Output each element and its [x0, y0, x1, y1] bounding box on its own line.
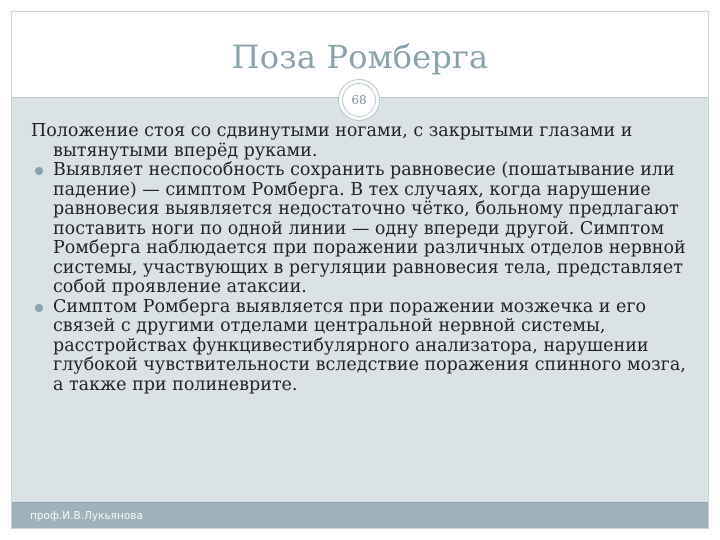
bullet-icon: [35, 167, 43, 175]
bullet-text: Выявляет неспособность сохранить равновесие (пошатывание или падение) — симптом Ромберга. В тех случаях, когда нарушение равновесия выявляется недостаточно чётко, больному предлагают поставить ноги по одной линии — одну впереди другой. Симптом Ромберга наблюдается при поражении различных отделов нервной системы, участвующих в регуляции равновесия тела, представляет собой проявление атаксии.: [53, 160, 686, 297]
slide-number-badge: [342, 83, 376, 117]
bullet-icon: [35, 304, 43, 312]
footer-author: проф.И.В.Лукьянова: [30, 510, 143, 522]
slide-title: Поза Ромберга: [231, 38, 489, 76]
bullet-item: [31, 298, 701, 396]
slide-number: 68: [351, 93, 367, 107]
slide-body: [31, 122, 701, 395]
bullet-text: Симптом Ромберга выявляется при поражении мозжечка и его связей с другими отделами центральной нервной системы, расстройствах функцивестибулярного анализатора, нарушении глубокой чувствительности вследствие поражения спинного мозга, а также при полиневрите.: [53, 296, 686, 395]
intro-paragraph: Положение стоя со сдвинутыми ногами, с закрытыми глазами и вытянутыми вперёд руками.: [31, 121, 633, 161]
bullet-item: [31, 161, 701, 298]
